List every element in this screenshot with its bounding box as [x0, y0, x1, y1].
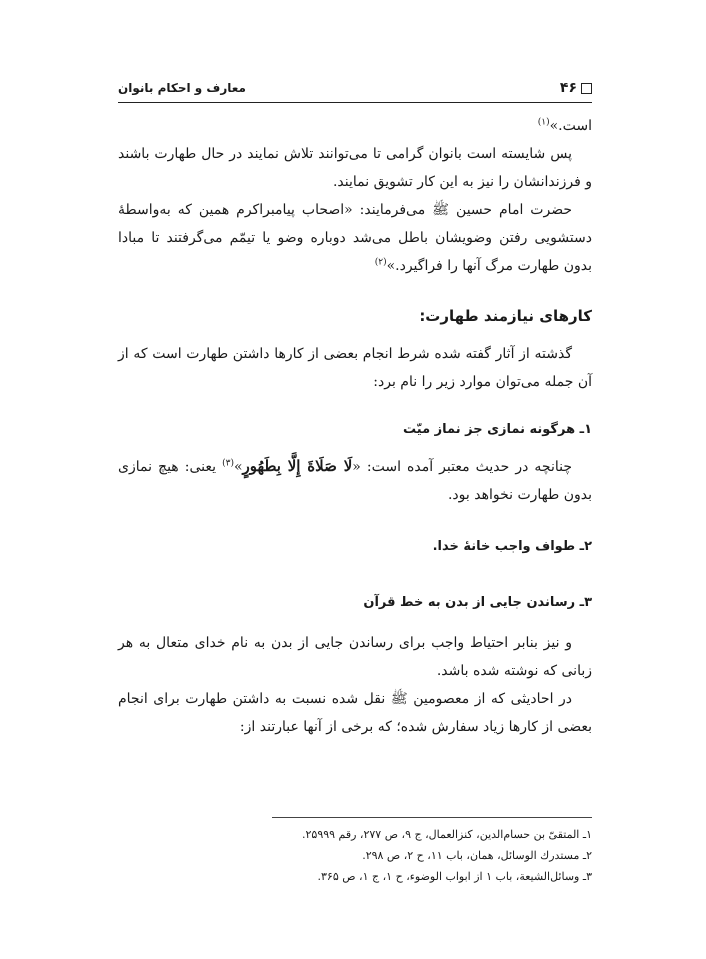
subheading-3: ۳ـ رساندن جایی از بدن به خط قرآن — [363, 595, 592, 610]
paragraph-continuation: است.»$^{(۱)}$ — [537, 117, 592, 134]
footnote-ref-3: (۳) — [222, 458, 234, 469]
page-body — [118, 112, 592, 741]
footnote-3: ۳ـ وسائل‌الشیعة، باب ۱ از ابواب الوضوء، ح ۱، ج ۱، ص ۳۶۵. — [317, 870, 592, 883]
paragraph-2: حضرت امام حسین ﷺ می‌فرمایند: «اصحاب پیامبراکرم همین که به‌واسطهٔ دستشویی رفتن وضویشان باطل می‌شد دوباره وضو یا تیمّم می‌گرفتند تا مبادا بدون طهارت مرگ آنها را فراگیرد.»$^{(۲)}$ — [118, 202, 592, 274]
paragraph-5: و نیز بنابر احتیاط واجب برای رساندن جایی از بدن به نام خدای متعال به هر زبانی که نوشته شده باشد. — [118, 635, 592, 679]
hadith-quote: لَا صَلَاةَ إِلَّا بِطَهُورٍ — [242, 457, 353, 475]
page-number: ۴۶ — [559, 80, 577, 96]
page-number-block — [560, 80, 592, 96]
paragraph-6: در احادیثی که از معصومین ﷺ نقل شده نسبت به داشتن طهارت برای انجام بعضی از کارها زیاد سفارش شده؛ که برخی از آنها عبارتند از: — [118, 691, 592, 735]
paragraph-3: گذشته از آثار گفته شده شرط انجام بعضی از کارها داشتن طهارت است که از آن جمله می‌توان موارد زیر را نام برد: — [118, 346, 592, 390]
page-header — [118, 80, 592, 103]
footnote-separator — [118, 817, 592, 818]
footnotes — [118, 824, 592, 887]
subheading-2: ۲ـ طواف واجب خانهٔ خدا. — [432, 539, 592, 554]
footnote-ref-2: (۲) — [374, 257, 387, 268]
running-title: معارف و احکام بانوان — [118, 81, 246, 95]
subheading-1: ۱ـ هرگونه نمازی جز نماز میّت — [403, 422, 592, 437]
footnote-ref-1: (۱) — [537, 117, 550, 128]
paragraph-4: چنانچه در حدیث معتبر آمده است: «لَا صَلَاةَ إِلَّا بِطَهُورٍ»$^{(۳)}$ یعنی: هیچ نمازی بدون طهارت نخواهد بود. — [118, 457, 592, 503]
footnote-2: ۲ـ مستدرك الوسائل، همان، باب ۱۱، ح ۲، ص ۲۹۸. — [362, 849, 592, 862]
paragraph-1: پس شایسته است بانوان گرامی تا می‌توانند تلاش نمایند در حال طهارت باشند و فرزندانشان را نیز به این کار تشویق نمایند. — [118, 146, 592, 190]
square-bullet-icon — [581, 83, 592, 94]
section-title: کارهای نیازمند طهارت: — [419, 307, 592, 325]
footnote-1: ۱ـ المتقیّ بن حسام‌الدین، کنزالعمال، ج ۹، ص ۲۷۷، رقم ۲۵۹۹۹. — [302, 828, 592, 841]
